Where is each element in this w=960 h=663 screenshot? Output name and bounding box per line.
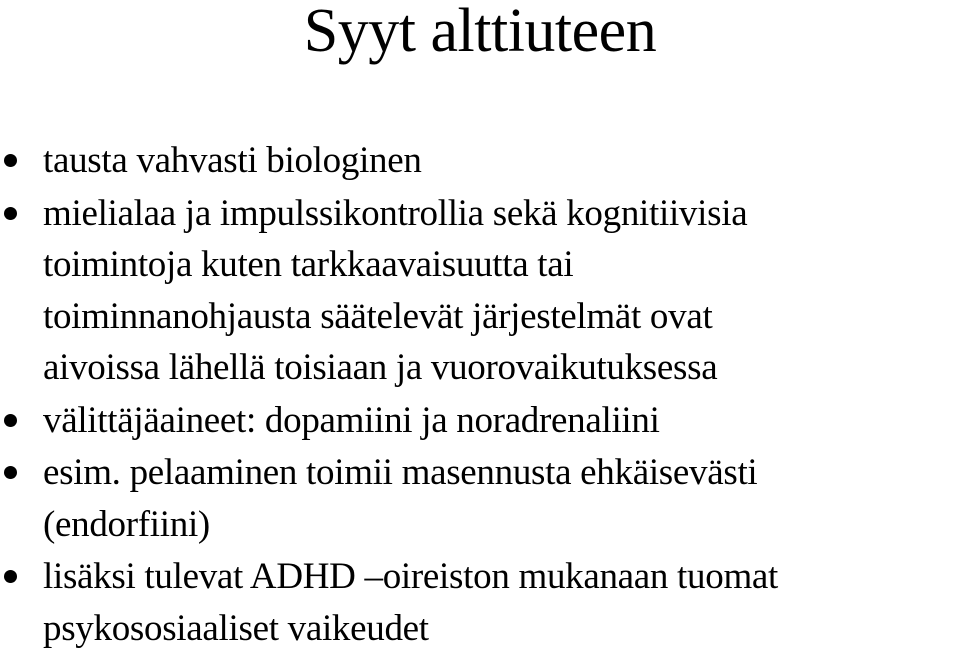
bullet-dot-icon xyxy=(4,414,17,427)
bullet-text-line: psykososiaaliset vaikeudet xyxy=(43,607,429,649)
bullet-text-line: lisäksi tulevat ADHD –oireiston mukanaan tuomat xyxy=(43,556,779,597)
bullet-item xyxy=(0,188,960,394)
bullet-item xyxy=(0,135,960,187)
bullet-text-line: esim. pelaaminen toimii masennusta ehkäisevästi xyxy=(43,452,758,493)
bullet-dot-icon xyxy=(4,466,17,479)
bullet-text-line: (endorfiini) xyxy=(43,503,210,545)
bullet-dot-icon xyxy=(4,207,17,220)
bullet-list xyxy=(0,135,960,654)
bullet-dot-icon xyxy=(4,154,17,167)
bullet-text-line: mielialaa ja impulssikontrollia sekä kognitiivisia xyxy=(43,192,748,234)
bullet-text-line: aivoissa lähellä toisiaan ja vuorovaikutuksessa xyxy=(43,347,718,388)
bullet-item xyxy=(0,395,960,447)
bullet-dot-icon xyxy=(4,570,17,583)
bullet-item xyxy=(0,551,960,654)
bullet-item xyxy=(0,447,960,550)
slide-title: Syyt alttiuteen xyxy=(303,0,657,65)
bullet-text-line: toiminnanohjausta säätelevät järjestelmät ovat xyxy=(43,295,713,337)
bullet-text-line: tausta vahvasti biologinen xyxy=(43,140,422,181)
bullet-text-line: toimintoja kuten tarkkaavaisuutta tai xyxy=(43,244,574,285)
bullet-text-line: välittäjäaineet: dopamiini ja noradrenaliini xyxy=(43,399,660,441)
